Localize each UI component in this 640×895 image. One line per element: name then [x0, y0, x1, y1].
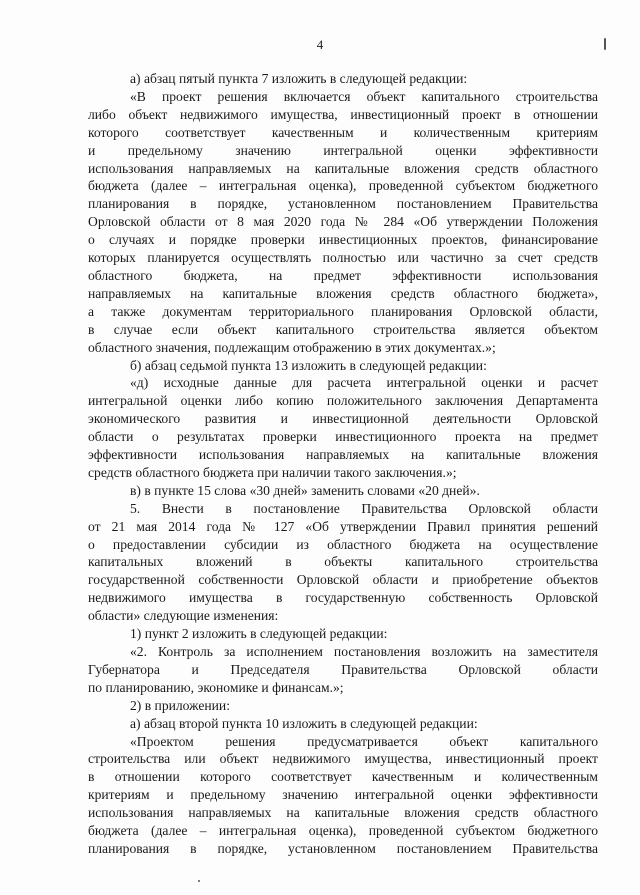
text-line: экономического развития и инвестиционной деятельности Орловской — [88, 411, 598, 427]
text-line: о предоставлении субсидии из областного бюджета на осуществление — [88, 536, 598, 552]
scan-artifact — [198, 880, 200, 882]
page-number: 4 — [316, 37, 324, 52]
text-line: б) абзац седьмой пункта 13 изложить в следующей редакции: — [130, 357, 487, 373]
text-line: эффективности использования направляемых на капитальные вложения — [88, 447, 598, 463]
text-line: о случаях и порядке проверки инвестиционных проектов, финансирование — [88, 232, 598, 248]
text-line: в случае если объект капитального строительства является объектом — [88, 321, 598, 337]
text-line: «В проект решения включается объект капитального строительства — [130, 88, 598, 104]
text-line: критериям и предельному значению интегральной оценки эффективности — [88, 787, 598, 803]
text-line: бюджета (далее – интегральная оценка), проведенной субъектом бюджетного — [88, 823, 598, 839]
text-line: области о результатах проверки инвестиционного проекта на предмет — [88, 429, 598, 445]
text-line: строительства или объект недвижимого имущества, инвестиционный проект — [88, 751, 598, 767]
text-line: областного бюджета, на предмет эффективности использования — [88, 267, 598, 283]
text-line: в отношении которого соответствует качественным и количественным — [88, 769, 598, 785]
text-line: использования направляемых на капитальные вложения средств областного — [88, 805, 598, 821]
text-line: планирования в порядке, установленном постановлением Правительства — [88, 840, 598, 856]
scan-artifact — [604, 38, 606, 50]
text-line: Орловской области от 8 мая 2020 года № 284 «Об утверждении Положения — [88, 214, 598, 230]
text-line: капитальных вложений в объекты капитального строительства — [88, 554, 598, 570]
text-line: и предельному значению интегральной оценки эффективности — [88, 142, 598, 158]
text-line: недвижимого имущества в государственную собственность Орловской — [88, 590, 598, 606]
text-line: «д) исходные данные для расчета интегральной оценки и расчет — [130, 375, 598, 391]
text-line: направляемых на капитальные вложения средств областного бюджета», — [88, 285, 598, 301]
text-line: интегральной оценки либо копию положительного заключения Департамента — [88, 393, 598, 409]
text-line: которых планируется осуществлять полностью или частично за счет средств — [88, 250, 598, 266]
text-line: бюджета (далее – интегральная оценка), проведенной субъектом бюджетного — [88, 178, 598, 194]
text-line: планирования в порядке, установленном постановлением Правительства — [88, 196, 598, 212]
text-line: в) в пункте 15 слова «30 дней» заменить словами «20 дней». — [130, 482, 480, 498]
text-line: либо объект недвижимого имущества, инвестиционный проект в отношении — [88, 106, 598, 122]
text-line: которого соответствует качественным и количественным критериям — [88, 124, 598, 140]
text-line: а) абзац пятый пункта 7 изложить в следующей редакции: — [130, 71, 468, 86]
text-line: средств областного бюджета при наличии такого заключения.»; — [88, 464, 457, 480]
text-line: «Проектом решения предусматривается объект капитального — [130, 733, 598, 749]
text-line: «2. Контроль за исполнением постановления возложить на заместителя — [130, 644, 598, 659]
text-line: государственной собственности Орловской области и приобретение объектов — [88, 572, 598, 588]
text-line: Губернатора и Председателя Правительства Орловской области — [88, 661, 598, 677]
text-line: областного значения, подлежащим отображению в этих документах.»; — [88, 339, 496, 355]
text-line: от 21 мая 2014 года № 127 «Об утверждении Правил принятия решений — [88, 518, 598, 534]
text-line: области» следующие изменения: — [88, 608, 279, 624]
text-line: по планированию, экономике и финансам.»; — [88, 679, 344, 695]
text-line: 2) в приложении: — [130, 697, 230, 713]
text-line: 5. Внести в постановление Правительства Орловской области — [130, 500, 598, 516]
text-line: использования направляемых на капитальные вложения средств областного — [88, 160, 598, 176]
text-line: а) абзац второй пункта 10 изложить в следующей редакции: — [130, 715, 478, 731]
text-line: 1) пункт 2 изложить в следующей редакции: — [130, 626, 388, 642]
text-line: а также документам территориального планирования Орловской области, — [88, 303, 598, 319]
document-body — [88, 70, 598, 858]
